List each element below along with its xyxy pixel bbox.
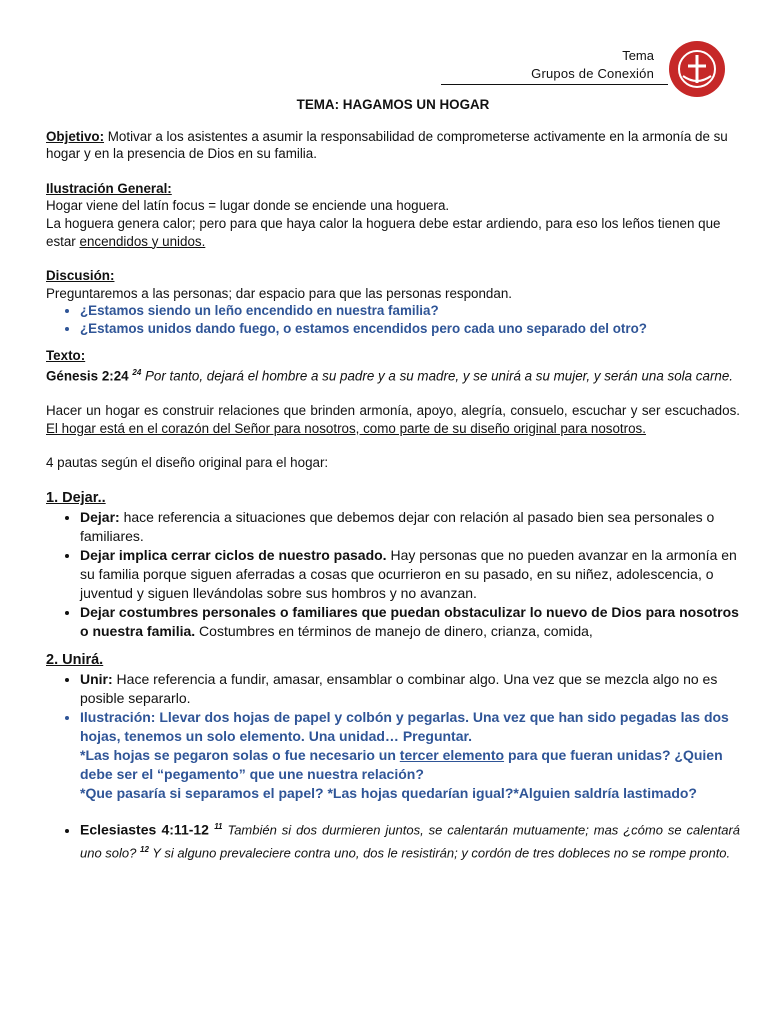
dejar-list bbox=[46, 508, 740, 641]
discusion-question-1: • ¿Estamos siendo un leño encendido en nuestra familia? bbox=[80, 302, 740, 320]
dejar-heading: 1. Dejar.. bbox=[46, 489, 106, 506]
objetivo-label: Objetivo: bbox=[46, 128, 105, 144]
texto-verse: Por tanto, dejará el hombre a su padre y a su madre, y se unirá a su mujer, y serán una sola carne. bbox=[141, 368, 734, 384]
dejar-item-3 bbox=[80, 603, 740, 641]
unira-item-3-sup2: 12 bbox=[140, 844, 149, 854]
discusion-label: Discusión: bbox=[46, 268, 115, 284]
dejar-item-3-text: Costumbres en términos de manejo de dinero, crianza, comida, bbox=[195, 622, 593, 639]
objetivo-paragraph bbox=[46, 128, 740, 163]
objetivo-text: Motivar a los asistentes a asumir la responsabilidad de comprometerse activamente en la armonía de su hogar y en la presencia de Dios en su familia. bbox=[46, 128, 728, 162]
unira-item-2-q2: *Que pasaría si separamos el papel? *Las hojas quedarían igual?*Alguien saldría lastimado? bbox=[80, 784, 697, 801]
dejar-item-2-text: Hay personas que no pueden avanzar en la armonía en su familia porque siguen aferradas a cosas que ocurrieron en su pasado, en su niñez, adolescencia, o juventud y siguen llevándolas sobre sus hombros y no avanzan. bbox=[80, 546, 737, 601]
unira-item-1-bold: Unir: bbox=[80, 670, 113, 687]
texto-label: Texto: bbox=[46, 347, 86, 363]
unira-list-2 bbox=[46, 817, 740, 862]
unira-item-2-q1a: *Las hojas se pegaron solas o fue necesario un bbox=[80, 746, 400, 763]
ilustracion-line2-text: La hoguera genera calor; pero para que haya calor la hoguera debe estar ardiendo, para eso los leños tienen que estar bbox=[46, 215, 721, 249]
unira-item-1 bbox=[80, 670, 740, 708]
dejar-item-1 bbox=[80, 508, 740, 546]
dejar-item-2 bbox=[80, 546, 740, 603]
discusion-questions bbox=[46, 302, 740, 337]
unira-list bbox=[46, 670, 740, 803]
dejar-item-2-bold: Dejar implica cerrar ciclos de nuestro pasado. bbox=[80, 546, 387, 563]
dejar-item-1-bold: Dejar: bbox=[80, 508, 120, 525]
document-body bbox=[46, 96, 740, 862]
ilustracion-line2-underlined: encendidos y unidos. bbox=[79, 233, 206, 249]
discusion-intro: Preguntaremos a las personas; dar espacio para que las personas respondan. bbox=[46, 285, 512, 301]
dejar-item-3-bold: Dejar costumbres personales o familiares que puedan obstaculizar lo nuevo de Dios para nosotros o nuestra familia. bbox=[80, 603, 739, 639]
page-title: TEMA: HAGAMOS UN HOGAR bbox=[296, 97, 490, 112]
pautas-intro: 4 pautas según el diseño original para el hogar: bbox=[46, 455, 329, 471]
unira-item-2-text: Ilustración: Llevar dos hojas de papel y colbón y pegarlas. Una vez que han sido pegadas las dos hojas, tenemos un solo elemento. Una unidad… Preguntar. bbox=[80, 708, 729, 744]
hogar-text: Hacer un hogar es construir relaciones que brinden armonía, apoyo, alegría, consuelo, escuchar y ser escuchados. bbox=[46, 403, 740, 419]
unira-item-3-sup1: 11 bbox=[214, 821, 223, 831]
section-dejar bbox=[46, 489, 740, 862]
hogar-text-underlined: El hogar está en el corazón del Señor para nosotros, como parte de su diseño original para nosotros. bbox=[46, 420, 646, 436]
unira-heading: 2. Unirá. bbox=[46, 651, 104, 668]
texto-reference: Génesis 2:24 bbox=[46, 368, 129, 384]
ilustracion-line1: Hogar viene del latín focus = lugar donde se enciende una hoguera. bbox=[46, 198, 450, 214]
header-grupos: Grupos de Conexión bbox=[531, 66, 654, 81]
unira-item-1-text: Hace referencia a fundir, amasar, ensamblar o combinar algo. Una vez que se mezcla algo no es posible separarlo. bbox=[80, 670, 718, 706]
ilustracion-general-label: Ilustración General: bbox=[46, 180, 172, 196]
discusion-question-2: • ¿Estamos unidos dando fuego, o estamos encendidos pero cada uno separado del otro? bbox=[80, 320, 740, 338]
unira-item-2 bbox=[80, 708, 740, 803]
unira-item-3-bold: Eclesiastes 4:11-12 bbox=[80, 821, 209, 838]
unira-item-2-q1b: para que fueran unidas? ¿Quien debe ser el “pegamento” que une nuestra relación? bbox=[80, 746, 723, 782]
texto-verse-number: 24 bbox=[132, 368, 142, 378]
unira-item-3-text-b: Y si alguno prevaleciere contra uno, dos le resistirán; y cordón de tres dobleces no se rompe pronto. bbox=[148, 845, 731, 861]
unira-item-3-text-a: También si dos durmieren juntos, se calentarán mutuamente; mas ¿cómo se calentará uno solo? bbox=[80, 822, 741, 861]
church-logo-icon bbox=[668, 40, 726, 98]
hogar-paragraph bbox=[46, 402, 740, 437]
header-tema: Tema bbox=[622, 48, 654, 63]
dejar-item-1-text: hace referencia a situaciones que debemos dejar con relación al pasado bien sea personales o familiares. bbox=[80, 508, 715, 544]
header-divider bbox=[441, 84, 668, 85]
ilustracion-line2 bbox=[46, 215, 740, 250]
unira-item-2-q1u: tercer elemento bbox=[399, 746, 505, 763]
texto-verse-paragraph bbox=[46, 364, 740, 385]
unira-item-3 bbox=[80, 817, 740, 862]
